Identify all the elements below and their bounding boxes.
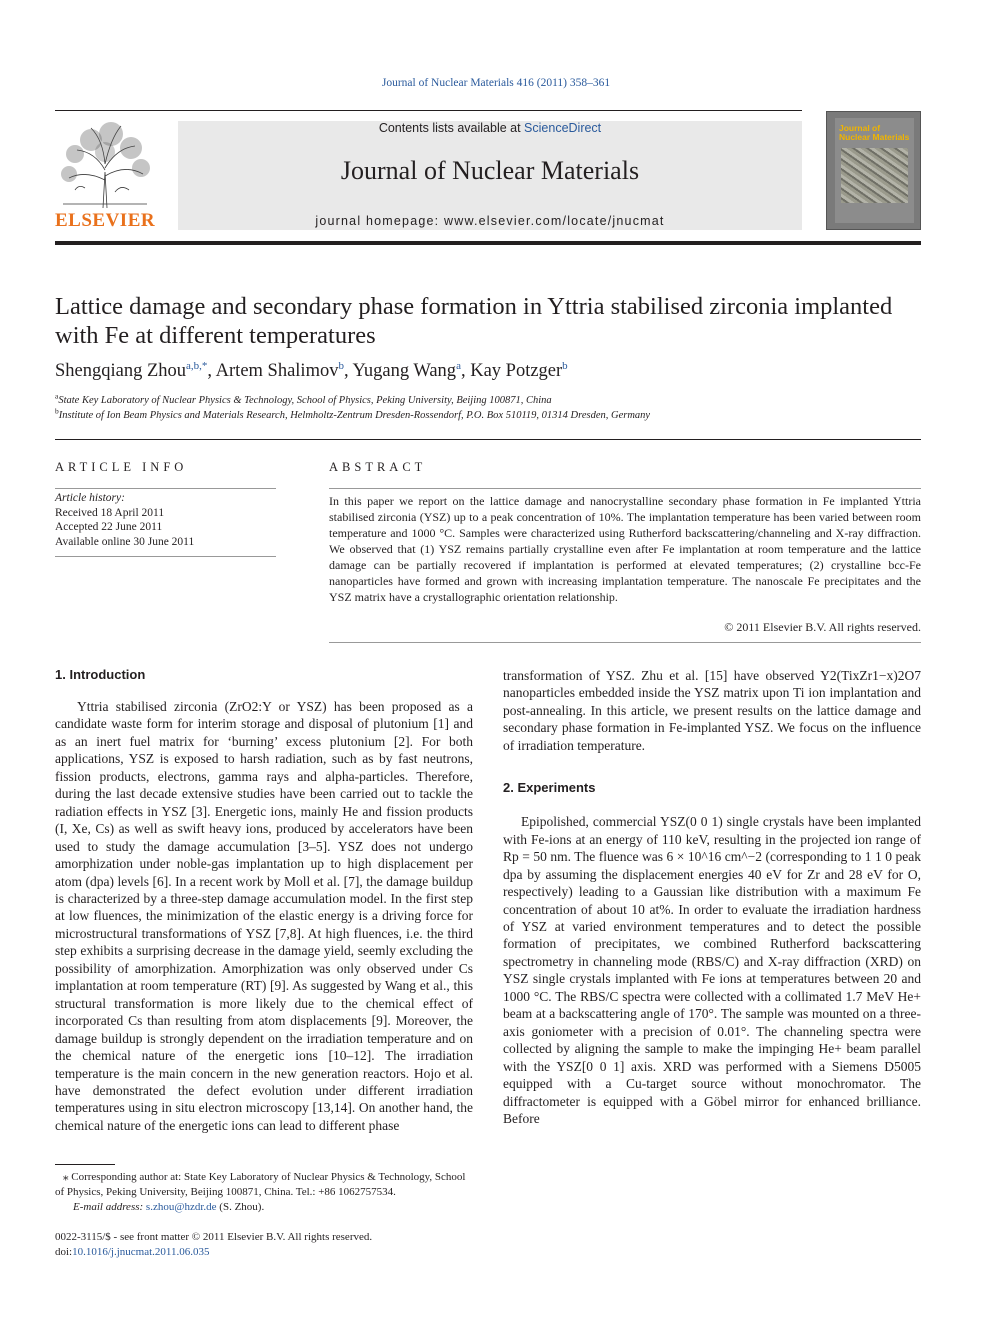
footnote-rule xyxy=(55,1164,115,1165)
affiliation-text: Institute of Ion Beam Physics and Materials Research, Helmholtz-Zentrum Dresden-Rossendorf, P.O. Box 510119, 01314 Dresden, Germany xyxy=(58,410,651,421)
email-link[interactable]: s.zhou@hzdr.de xyxy=(145,1201,217,1213)
author-name[interactable]: Artem Shalimov xyxy=(215,361,339,381)
author-list: Shengqiang Zhou$^{a,b,*}$, Artem Shalimov$^b$, Yugang Wang$^a$, Kay Potzger$^b$ xyxy=(55,359,568,381)
intro-paragraph: Yttria stabilised zirconia (ZrO2:Y or YSZ) has been proposed as a candidate waste form for interim storage and disposal of plutonium [1] and as an inert fuel matrix for ‘burning’ excess plutonium [2]. For both applications, YSZ is exposed to harsh radiation, such as by fast neutrons, fission products, electrons, gamma rays and alpha-particles. Therefore, during the last decade extensive studies have been carried out to tackle the radiation effects in YSZ [3]. Energetic ions, mainly He and fission products (I, Xe, Cs) as well as swift heavy ions, produced by accelerators have been used to study the damage accumulation [3–5]. YSZ does not undergo amorphization under noble-gas implantation up to high displacement per atom (dpa) levels [6]. In a recent work by Moll et al. [7], the damage buildup is characterized by a three-step damage accumulation model. In the first step at low fluences, the minimization of the elastic energy is a driving force for microstructural transformations of YSZ [7,8]. At high fluences, i.e. the third step exhibits a surprising decrease in the damage yield, seemly excluding the possibility of amorphization. Amorphization was only observed under Cs implantation at room temperature (RT) [9]. As suggested by Wang et al., this structural transformation is more likely due to the chemical effect of incorporated Cs than resulting from atom displacements [9]. Moreover, the damage buildup is strongly dependent on the irradiation temperature and on the chemical nature of the energetic ions [10–12]. The irradiation temperature is the main concern in the new generation reactors. Hojo et al. have demonstrated the defect evolution under different irradiation temperatures using in situ electron microscopy [13,14]. On another hand, the chemical nature of the energetic ions can lead to different phase xyxy=(55,699,473,1133)
header-thick-rule xyxy=(55,241,921,245)
abstract-top-rule xyxy=(329,488,921,489)
abstract-text: In this paper we report on the lattice damage and nanocrystalline secondary phase formation in Fe implanted Yttria stabilised zirconia (YSZ) up to a peak concentration of 10%. The implantation temperature has been varied between room temperature and 1000 °C. Samples were characterized using Rutherford backscattering/channeling and X-ray diffraction. We observed that (1) YSZ remains partially crystalline even after Fe implantation at room temperature and the lattice damage can be partially recovered if implantation is performed at elevated temperatures; (2) crystalline bcc-Fe nanoparticles have formed and grown with increasing implantation temperature. The nanoscale Fe precipitates and the YSZ matrix have a crystallographic orientation relationship. xyxy=(329,494,921,604)
issn-line: 0022-3115/$ - see front matter © 2011 Elsevier B.V. All rights reserved. xyxy=(55,1231,373,1243)
author-marks[interactable]: b xyxy=(338,359,344,372)
cover-image xyxy=(841,148,908,203)
affiliation-text: State Key Laboratory of Nuclear Physics & Technology, School of Physics, Peking University, Beijing 100871, China xyxy=(58,395,552,406)
doi-link[interactable]: 10.1016/j.jnucmat.2011.06.035 xyxy=(72,1246,210,1258)
online-date: Available online 30 June 2011 xyxy=(55,535,195,548)
author-marks[interactable]: a xyxy=(456,359,461,372)
article-info-bottom-rule xyxy=(55,556,276,557)
body-column-left xyxy=(55,667,473,1142)
contents-prefix: Contents lists available at xyxy=(378,121,525,135)
corresponding-footnote xyxy=(55,1170,473,1200)
email-suffix: (S. Zhou). xyxy=(219,1201,265,1213)
affiliation xyxy=(55,391,552,406)
doi-label: doi: xyxy=(55,1246,73,1258)
intro-continuation: transformation of YSZ. Zhu et al. [15] have observed Y2(TixZr1−x)2O7 nanoparticles embedded inside the YSZ matrix upon Ti ion implantation and post-annealing. In this article, we present results on the lattice damage and secondary phase formation in Fe-implanted YSZ. We focus on the influence of irradiation temperature. xyxy=(503,668,921,753)
article-info-rule xyxy=(55,488,276,489)
email-footnote xyxy=(73,1200,264,1215)
affiliation xyxy=(55,406,651,421)
article-history xyxy=(55,491,194,549)
author-marks[interactable]: a,b,* xyxy=(186,359,208,372)
footnote-mark: ⁎ xyxy=(63,1171,69,1183)
author-name[interactable]: Kay Potzger xyxy=(470,361,563,381)
accepted-date: Accepted 22 June 2011 xyxy=(55,521,163,533)
received-date: Received 18 April 2011 xyxy=(55,506,165,519)
publisher-name: ELSEVIER xyxy=(55,210,156,231)
article-title: Lattice damage and secondary phase formation in Yttria stabilised zirconia implanted with Fe at different temperatures xyxy=(55,293,893,349)
affiliation-mark: b xyxy=(55,406,59,416)
cover-title: Journal of Nuclear Materials xyxy=(839,123,910,142)
abstract-heading: ABSTRACT xyxy=(329,460,427,474)
author-name[interactable]: Yugang Wang xyxy=(352,361,457,381)
journal-homepage[interactable]: journal homepage: www.elsevier.com/locate/jnucmat xyxy=(315,214,665,228)
author-name[interactable]: Shengqiang Zhou xyxy=(55,361,187,381)
article-info-heading: ARTICLE INFO xyxy=(55,460,188,474)
doi-line xyxy=(55,1245,210,1260)
journal-cover-thumbnail[interactable] xyxy=(826,111,921,230)
elsevier-tree-logo xyxy=(55,120,155,210)
affiliation-rule xyxy=(55,439,921,440)
journal-title: Journal of Nuclear Materials xyxy=(340,156,640,185)
body-column-right xyxy=(503,667,921,1217)
abstract-copyright: © 2011 Elsevier B.V. All rights reserved. xyxy=(724,620,921,634)
email-label: E-mail address: xyxy=(73,1201,144,1213)
header-top-rule xyxy=(55,110,802,111)
author-marks[interactable]: b xyxy=(562,359,568,372)
footnote-text: Corresponding author at: State Key Laboratory of Nuclear Physics & Technology, School of Physics, Peking University, Beijing 100871, China. Tel.: +86 1062757534. xyxy=(55,1171,466,1198)
contents-line xyxy=(178,121,802,135)
abstract-bottom-rule xyxy=(329,642,921,643)
section-heading: 1. Introduction xyxy=(55,667,146,682)
history-label: Article history: xyxy=(55,492,125,504)
sciencedirect-link[interactable]: ScienceDirect xyxy=(524,121,602,135)
affiliation-mark: a xyxy=(55,391,59,401)
experiments-paragraph: Epipolished, commercial YSZ(0 0 1) single crystals have been implanted with Fe-ions at an energy of 110 keV, resulting in the projected ion range of Rp = 50 nm. The fluence was 6 × 10^16 cm^−2 (corresponding to 1 1 0 peak dpa by assuming the displacement energies 40 eV for Zr and 28 eV for O, respectively) leading to a Gaussian like distribution with a maximum Fe concentration of about 10 at%. In order to evaluate the irradiation hardness of YSZ at varied environment temperatures and to detect the possible formation of precipitates, we combined Rutherford backscattering spectrometry in channeling mode (RBS/C) and X-ray diffraction (XRD) on YSZ single crystals implanted with Fe ions at temperatures between 20 and 1000 °C. The RBS/C spectra were collected with a collimated 1.7 MeV He+ beam at a backscattering angle of 170°. The sample was mounted on a three-axis goniometer with a precision of 0.01°. The channeling spectra were collected by aligning the sample to make the impinging He+ beam parallel with the YSZ[0 0 1] axis. XRD was performed with a Siemens D5005 equipped with a Cu-target source without monochromator. The diffractometer is equipped with a Göbel mirror for enhanced brilliance. Before xyxy=(503,814,921,1126)
section-heading: 2. Experiments xyxy=(503,780,596,796)
journal-reference[interactable]: Journal of Nuclear Materials 416 (2011) 358–361 xyxy=(381,77,611,89)
